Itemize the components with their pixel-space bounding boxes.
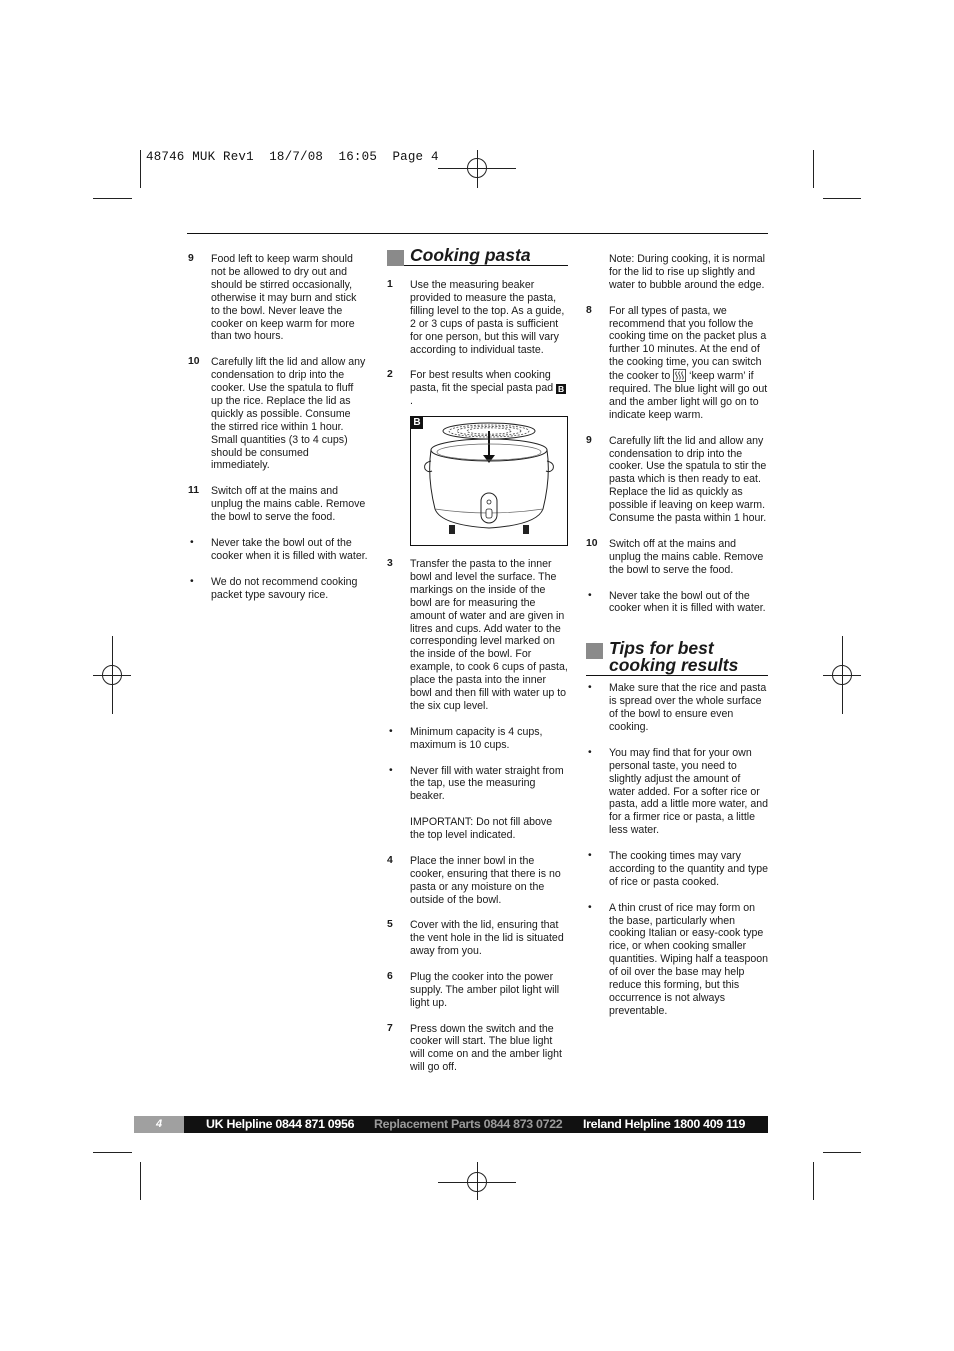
list-item: 11 Switch off at the mains and unplug the mains cable. Remove the bowl to serve the food. xyxy=(188,485,366,524)
replacement-parts-line: Replacement Parts 0844 873 0722 xyxy=(374,1117,563,1131)
list-item: 3 Transfer the pasta to the inner bowl and level the surface. The markings on the inside of the bowl are for measuring the amount of water and are given in litres and cups. Add water to the corresponding level marked on the inside of the bowl. For example, to cook 6 cups of pasta, place the pasta into the inner bowl and then fill with water up to the six cup level. xyxy=(387,558,568,713)
list-item: 4 Place the inner bowl in the cooker, ensuring that there is no pasta or any moisture on the outside of the bowl. xyxy=(387,854,561,906)
bullet-item: • You may find that for your own personal taste, you need to slightly adjust the amount of water added. For a softer rice or pasta, add a little more water, and for a firmer rice or pasta, a little less water. xyxy=(588,746,768,837)
list-item: 9 Carefully lift the lid and allow any condensation to drip into the cooker. Use the spatula to stir the pasta which is then ready to eat. Replace the lid as quickly as possible if leaving on keep warm. Consume the pasta within 1 hour. xyxy=(586,434,767,525)
middle-column xyxy=(387,247,568,1074)
figure-label: B xyxy=(411,417,423,429)
figure-ref-badge: B xyxy=(557,384,565,395)
print-slug: 48746 MUK Rev1 18/7/08 16:05 Page 4 xyxy=(146,150,439,164)
top-rule xyxy=(187,233,768,234)
left-column xyxy=(188,253,368,601)
list-item: 2 For best results when cooking pasta, fit the special pasta pad B. xyxy=(387,369,565,408)
right-column xyxy=(586,253,768,1018)
list-item: 5 Cover with the lid, ensuring that the vent hole in the lid is situated away from you. xyxy=(387,919,564,958)
bullet-item: • Minimum capacity is 4 cups, maximum is 10 cups. xyxy=(389,725,543,751)
bullet-item: • A thin crust of rice may form on the base, particularly when cooking Italian or easy-cook type rice, or when cooking smaller quantities. Wiping half a teaspoon of oil over the base may help reduce this forming, but this occurrence is not always preventable. xyxy=(588,901,769,1017)
bullet-item: • The cooking times may vary according to the quantity and type of rice or pasta cooked. xyxy=(588,850,769,888)
cooking-note: Note: During cooking, it is normal for the lid to rise up slightly and water to bubble around the edge. xyxy=(609,253,766,291)
list-item: 9 Food left to keep warm should not be allowed to dry out and should be stirred occasionally, otherwise it may burn and stick to the bowl. Never leave the cooker on keep warm for more than two hours. xyxy=(188,253,357,343)
list-item: 8 For all types of pasta, we recommend that you follow the cooking time on the packet plus a further 10 minutes. At the end of the cooking time, you can switch the cooker to ‘keep warm’ if required. The blue light will go out and the amber light will go on to indicate keep warm. xyxy=(586,304,768,421)
important-note: IMPORTANT: Do not fill above the top level indicated. xyxy=(410,816,553,842)
keep-warm-icon xyxy=(673,369,686,382)
bullet-item: • Never fill with water straight from the tap, use the measuring beaker. xyxy=(389,764,564,803)
ireland-helpline: Ireland Helpline 1800 409 119 xyxy=(583,1117,746,1131)
section-heading-tips: Tips for best cooking results xyxy=(586,640,768,676)
page-number: 4 xyxy=(134,1116,184,1133)
list-item: 10 Switch off at the mains and unplug the mains cable. Remove the bowl to serve the food. xyxy=(586,537,764,576)
uk-helpline: UK Helpline 0844 871 0956 xyxy=(206,1117,355,1131)
list-item: 10 Carefully lift the lid and allow any condensation to drip into the cooker. Use the spatula to fluff up the rice. Replace the lid as quickly as possible. Consume the stirred rice within 1 hour. Small quantities (3 to 4 cups) should be consumed immediately. xyxy=(188,356,366,472)
list-item: 6 Plug the cooker into the power supply. The amber pilot light will light up. xyxy=(387,970,560,1009)
bullet-item: • We do not recommend cooking packet type savoury rice. xyxy=(190,575,358,601)
rice-cooker-illustration xyxy=(410,416,568,546)
bullet-item: • Never take the bowl out of the cooker when it is filled with water. xyxy=(190,536,368,562)
section-heading-cooking-pasta: Cooking pasta xyxy=(387,247,568,266)
footer-helpline-bar xyxy=(134,1116,768,1133)
list-item: 7 Press down the switch and the cooker will start. The blue light will come on and the amber light will go off. xyxy=(387,1022,562,1074)
list-item: 1 Use the measuring beaker provided to measure the pasta, filling level to the top. As a guide, 2 or 3 cups of pasta is sufficient for one person, but this will vary according to individual taste. xyxy=(387,279,565,356)
bullet-item: • Never take the bowl out of the cooker when it is filled with water. xyxy=(588,589,766,615)
bullet-item: • Make sure that the rice and pasta is spread over the whole surface of the bowl to ensure even cooking. xyxy=(588,682,767,734)
